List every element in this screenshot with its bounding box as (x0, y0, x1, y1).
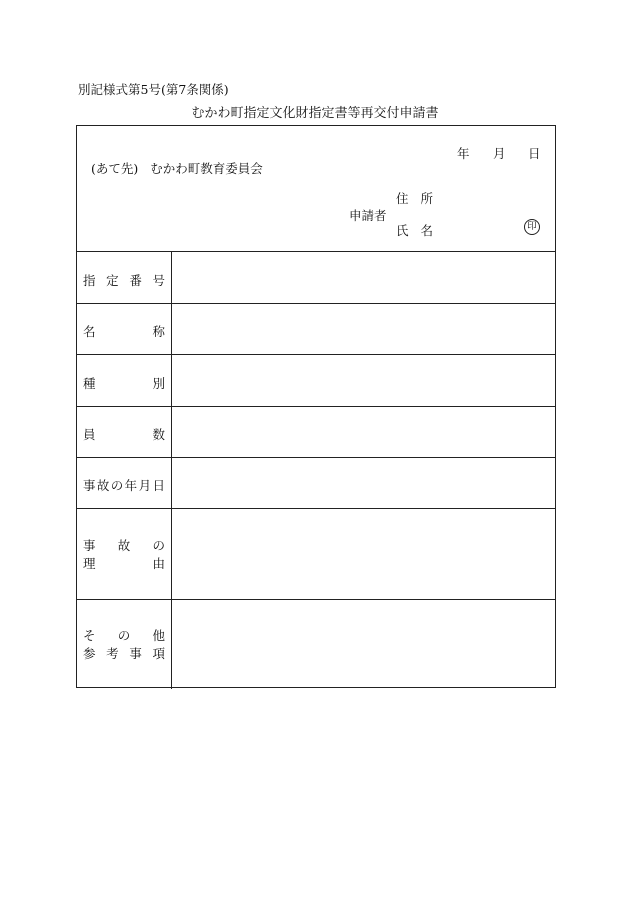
form-row-designation-number (77, 252, 555, 304)
row-value-name[interactable] (172, 304, 555, 354)
application-form (76, 125, 556, 688)
row-value-member-count[interactable] (172, 407, 555, 457)
row-value-type[interactable] (172, 355, 555, 406)
row-label-line: 名 称 (83, 324, 165, 339)
form-row-type (77, 355, 555, 407)
addressee-prefix: (あて先) (91, 161, 139, 176)
row-value-accident-date[interactable] (172, 458, 555, 508)
document-title: むかわ町指定文化財指定書等再交付申請書 (191, 106, 439, 121)
row-value-other-notes[interactable] (172, 600, 555, 689)
row-label-line: 種 別 (83, 375, 165, 391)
form-row-other-notes (77, 600, 555, 689)
row-label-other-notes (77, 600, 172, 689)
date-year-label: 年 (457, 146, 470, 161)
form-number: 別記様式第5号(第7条関係) (78, 82, 229, 97)
form-header-area (77, 126, 555, 252)
form-row-accident-date (77, 458, 555, 509)
form-row-name (77, 304, 555, 355)
seal-mark: 印 (524, 219, 540, 235)
addressee-recipient: むかわ町教育委員会 (150, 161, 263, 176)
date-day-label: 日 (528, 146, 541, 161)
row-label-designation-number (77, 252, 172, 303)
row-label-type (77, 355, 172, 406)
row-label-line: 員 数 (83, 427, 165, 442)
form-table (77, 252, 555, 689)
applicant-name-label: 氏名 (396, 223, 446, 238)
form-row-accident-reason (77, 509, 555, 600)
row-label-line: 理 由 (83, 555, 165, 571)
row-label-line: そ の 他 (83, 627, 165, 643)
addressee (91, 159, 263, 177)
form-row-member-count (77, 407, 555, 458)
row-label-line: 参 考 事 項 (83, 645, 165, 661)
row-label-accident-date (77, 458, 172, 508)
row-label-line: 事 故 の (83, 537, 165, 553)
row-label-line: 指 定 番 号 (83, 272, 165, 288)
applicant-address-label: 住所 (396, 191, 446, 206)
date-month-label: 月 (493, 146, 506, 161)
row-label-accident-reason (77, 509, 172, 599)
row-value-designation-number[interactable] (172, 252, 555, 303)
row-value-accident-reason[interactable] (172, 509, 555, 599)
applicant-label: 申請者 (349, 208, 387, 223)
row-label-line: 事 故 の 年 月 日 (83, 478, 165, 493)
row-label-member-count (77, 407, 172, 457)
row-label-name (77, 304, 172, 354)
